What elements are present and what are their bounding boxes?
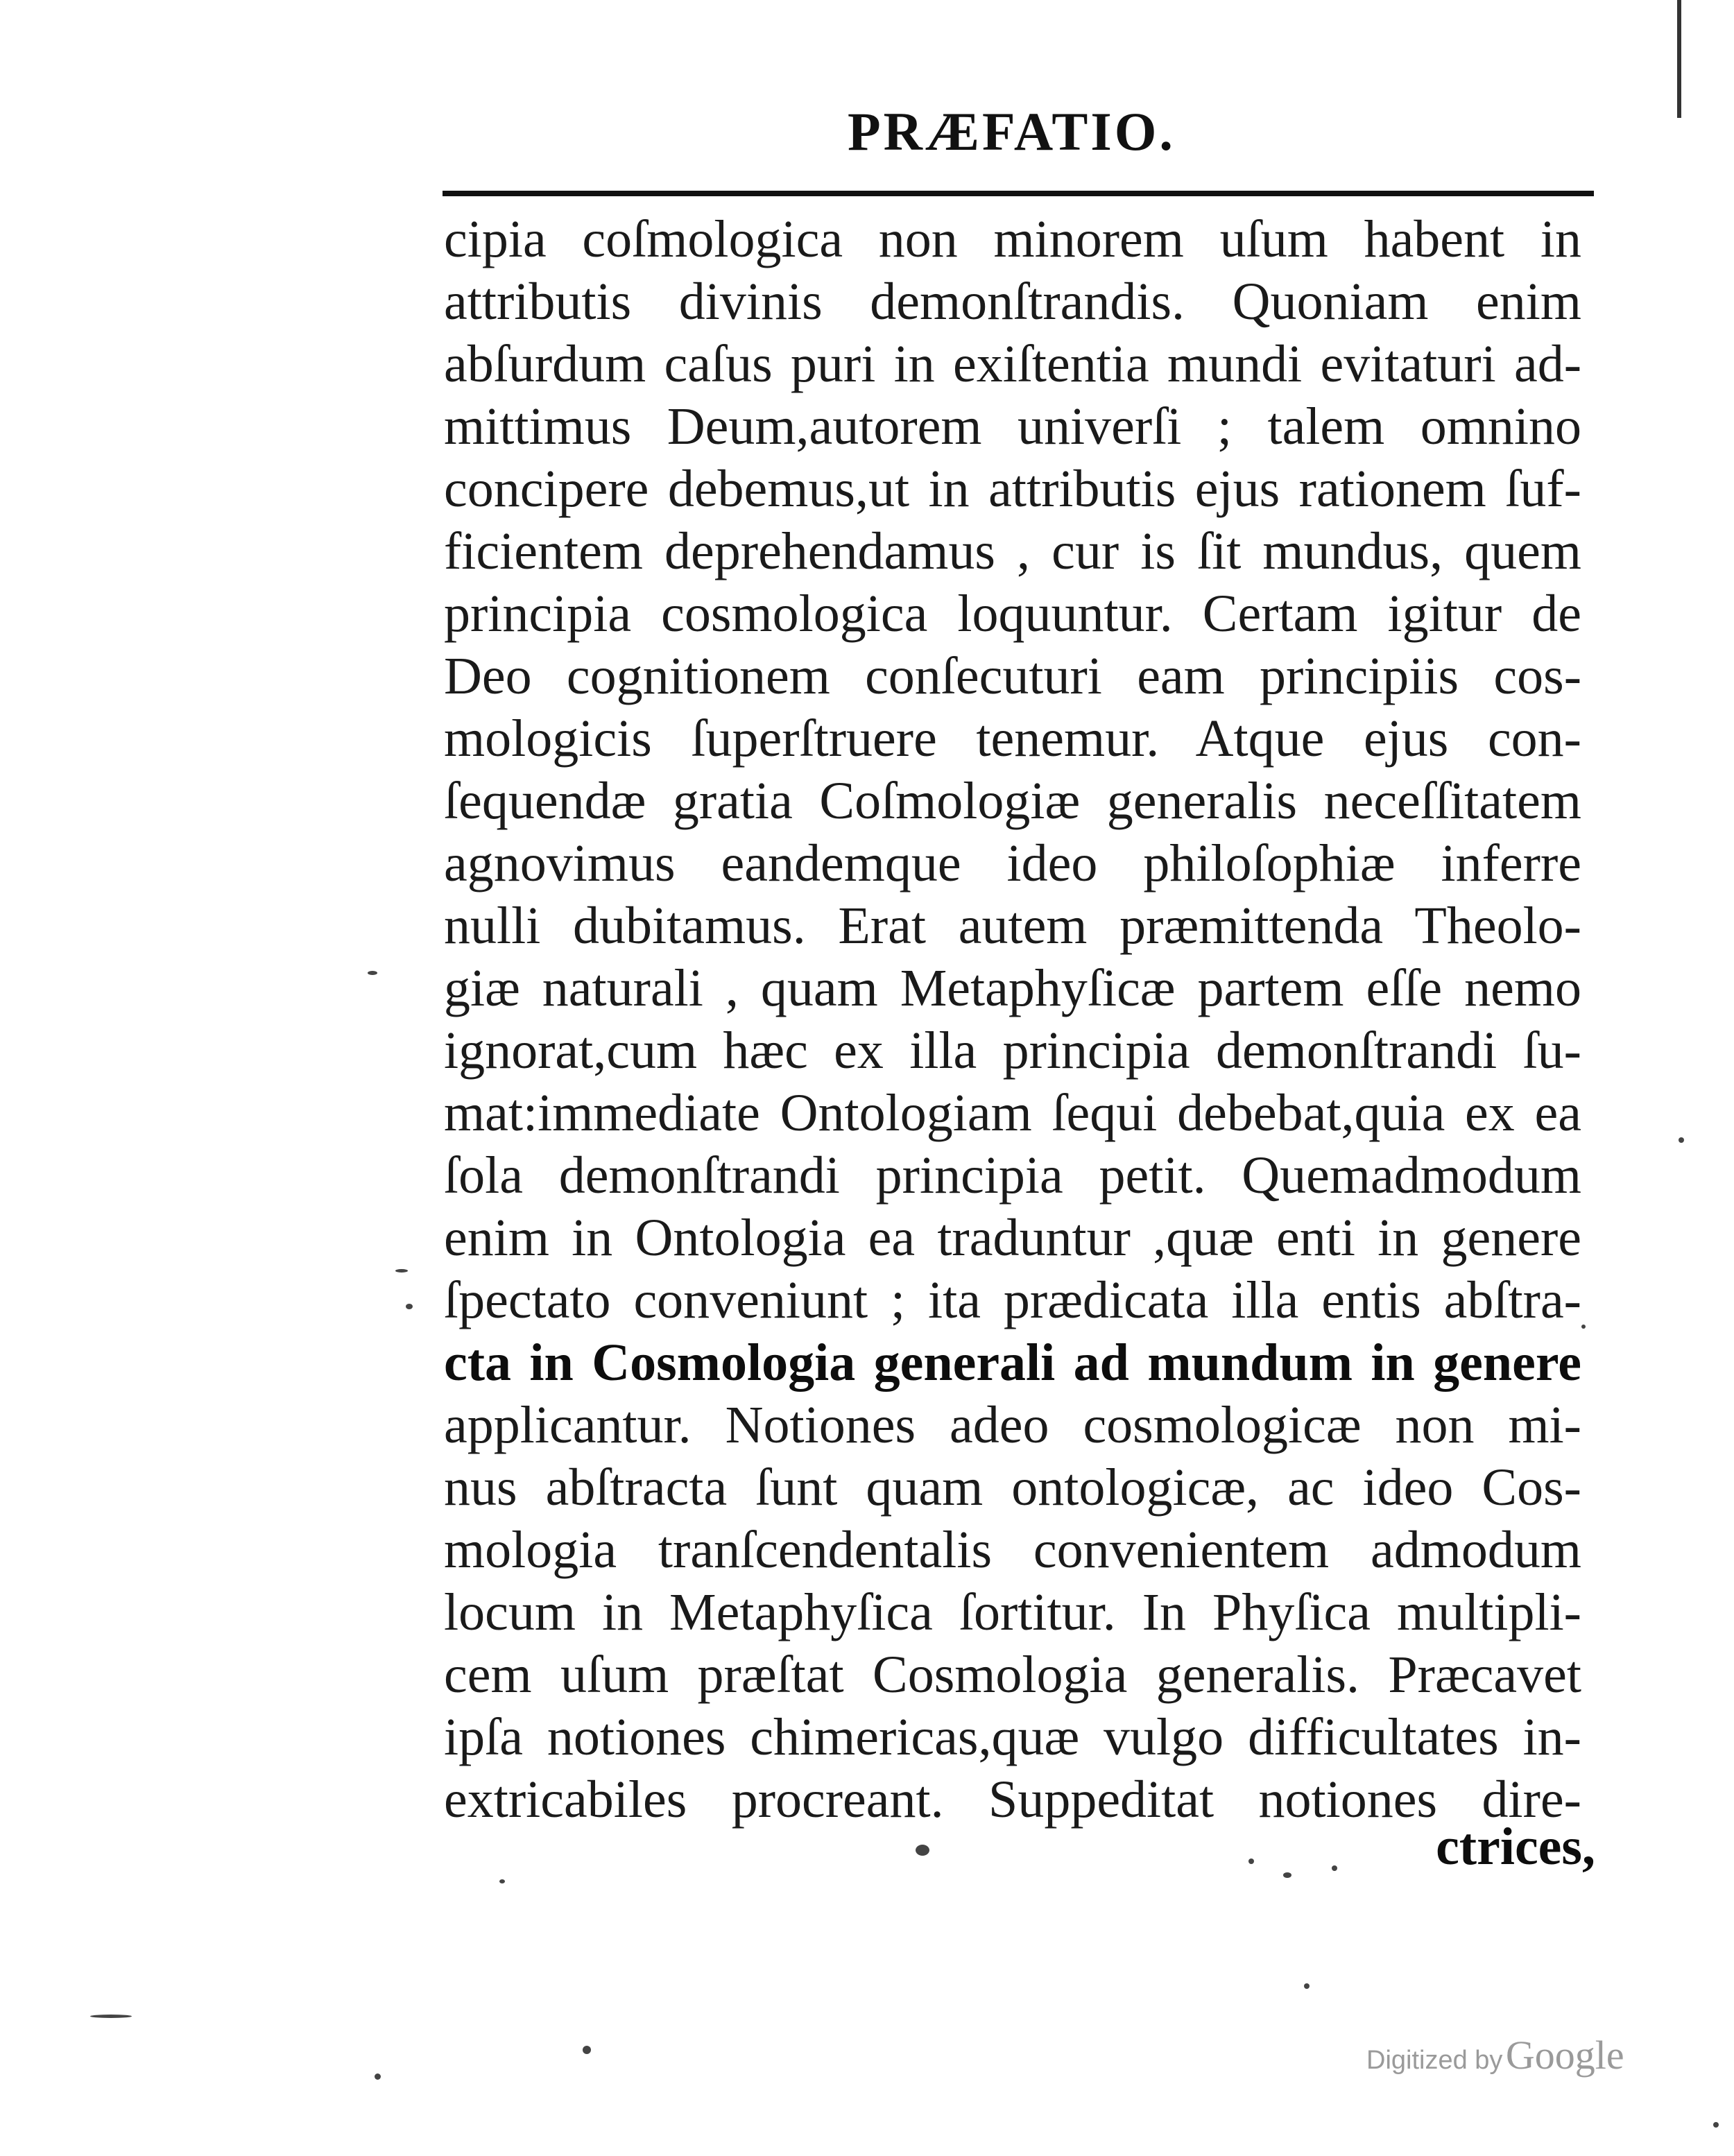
text-line: abſurdum caſus puri in exiſtentia mundi evitaturi ad-	[444, 335, 1581, 393]
scan-speck	[583, 2046, 591, 2054]
text-line: ficientem deprehendamus , cur is ſit mundus, quem	[444, 522, 1581, 580]
scan-speck	[1679, 1137, 1684, 1143]
text-line: principia cosmologica loquuntur. Certam igitur de	[444, 585, 1581, 643]
text-line: cem uſum præſtat Cosmologia generalis. Præcavet	[444, 1646, 1581, 1704]
digitized-watermark	[1366, 2032, 1699, 2078]
text-line: mat:immediate Ontologiam ſequi debebat,quia ex ea	[444, 1084, 1581, 1142]
scan-speck	[499, 1879, 505, 1883]
scan-speck	[1283, 1872, 1291, 1878]
text-line: concipere debemus,ut in attributis ejus rationem ſuf-	[444, 460, 1581, 518]
scan-speck	[368, 971, 377, 975]
scan-speck	[375, 2073, 381, 2080]
text-line: extricabiles procreant. Suppeditat notiones dire-	[444, 1770, 1581, 1829]
text-line: enim in Ontologia ea traduntur ,quæ enti in genere	[444, 1209, 1581, 1267]
text-line: applicantur. Notiones adeo cosmologicæ non mi-	[444, 1396, 1581, 1454]
google-logo: Google	[1505, 2033, 1624, 2078]
text-line: cta in Cosmologia generali ad mundum in genere	[444, 1334, 1581, 1392]
digitized-label: Digitized by	[1366, 2046, 1503, 2075]
scan-speck	[1304, 1983, 1310, 1989]
text-line: mologicis ſuperſtruere tenemur. Atque ejus con-	[444, 709, 1581, 768]
text-line: agnovimus eandemque ideo philoſophiæ inferre	[444, 834, 1581, 892]
text-line: nus abſtracta ſunt quam ontologicæ, ac ideo Cos-	[444, 1458, 1581, 1517]
text-line: nulli dubitamus. Erat autem præmittenda Theolo-	[444, 897, 1581, 955]
text-line: ſola demonſtrandi principia petit. Quemadmodum	[444, 1146, 1581, 1205]
scan-speck	[1713, 2122, 1719, 2128]
text-line: ſpectato conveniunt ; ita prædicata illa entis abſtra-	[444, 1271, 1581, 1329]
text-line: cipia coſmologica non minorem uſum habent in	[444, 210, 1581, 268]
text-line: attributis divinis demonſtrandis. Quoniam enim	[444, 273, 1581, 331]
catchword: ctrices,	[1436, 1818, 1595, 1876]
text-line: locum in Metaphyſica ſortitur. In Phyſica multipli-	[444, 1583, 1581, 1641]
text-line: ſequendæ gratia Coſmologiæ generalis neceſſitatem	[444, 772, 1581, 830]
text-line: Deo cognitionem conſecuturi eam principiis cos-	[444, 647, 1581, 705]
scan-speck	[916, 1845, 929, 1856]
scan-speck	[1248, 1859, 1254, 1864]
text-line: giæ naturali , quam Metaphyſicæ partem eſſe nemo	[444, 959, 1581, 1017]
page-edge-mark	[1677, 0, 1681, 118]
running-title: PRÆFATIO.	[848, 101, 1176, 162]
text-line: mittimus Deum,autorem univerſi ; talem omnino	[444, 397, 1581, 456]
scan-speck	[1332, 1865, 1337, 1871]
text-line: ipſa notiones chimericas,quæ vulgo difficultates in-	[444, 1708, 1581, 1766]
scan-speck	[90, 2015, 132, 2018]
text-line: ignorat,cum hæc ex illa principia demonſtrandi ſu-	[444, 1021, 1581, 1080]
scan-speck	[395, 1269, 408, 1273]
body-text	[444, 208, 1581, 1831]
scan-speck	[1581, 1325, 1586, 1329]
header-rule	[443, 191, 1594, 196]
text-line: mologia tranſcendentalis convenientem admodum	[444, 1521, 1581, 1579]
scan-speck	[406, 1304, 413, 1309]
